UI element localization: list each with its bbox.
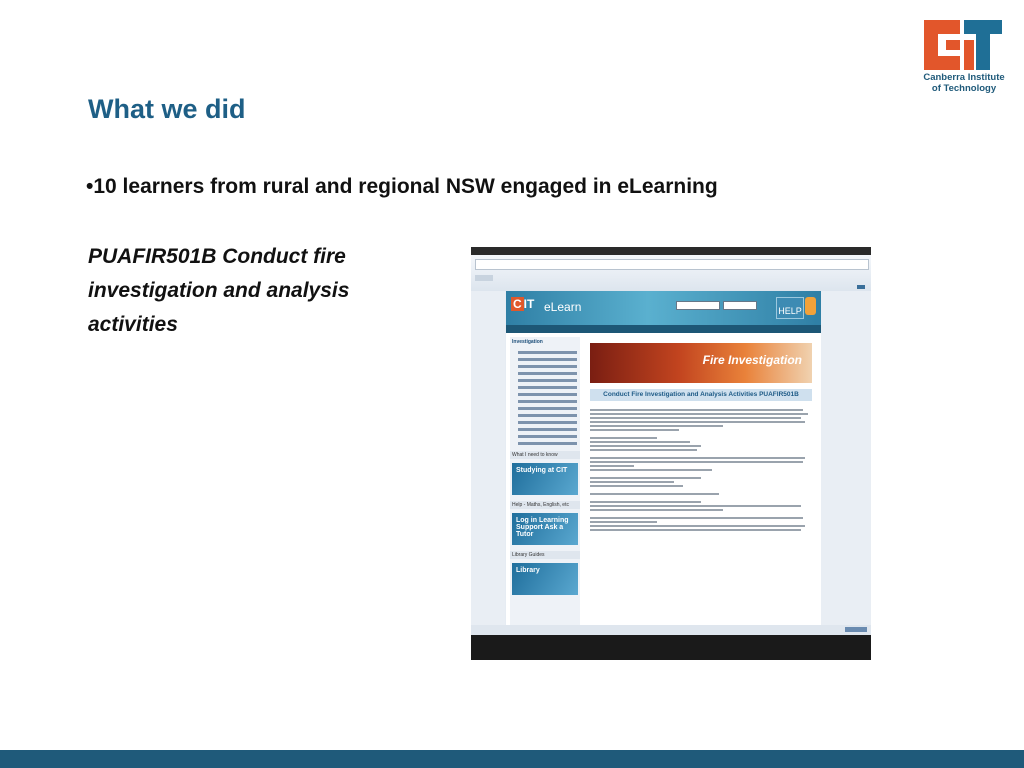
site-content (586, 337, 818, 625)
fire-investigation-banner (590, 343, 812, 383)
cit-logo-mark (924, 20, 1002, 70)
cit-logo (922, 20, 1006, 96)
site-sidebar (510, 337, 580, 625)
browser-chrome (471, 255, 871, 292)
studying-at-cit-block: Studying at CIT (512, 463, 578, 495)
side-section-heading: Library Guides (510, 551, 580, 559)
body-text-block (590, 407, 812, 533)
site-search (723, 301, 757, 310)
logo-line-2: of Technology (931, 83, 997, 94)
breadcrumb (506, 325, 821, 333)
footer-bar (0, 750, 1024, 768)
help-icon (805, 297, 816, 315)
toolbar (475, 275, 493, 281)
status-bar (471, 625, 871, 635)
course-heading: Conduct Fire Investigation and Analysis Activities PUAFIR501B (590, 389, 812, 401)
nav-item (518, 400, 577, 403)
nav-item (518, 351, 577, 354)
bullet-text: 10 learners from rural and regional NSW engaged in eLearning (93, 175, 718, 198)
address-bar (475, 259, 869, 270)
site-name: eLearn (544, 300, 582, 314)
elearn-site (506, 291, 821, 625)
browser-page (471, 291, 871, 625)
nav-item (518, 442, 577, 445)
page-gutter-left (471, 291, 505, 625)
nav-item (518, 435, 577, 438)
nav-item (518, 358, 577, 361)
elearn-screenshot (471, 247, 871, 660)
site-header (506, 291, 821, 325)
nav-item (518, 379, 577, 382)
nav-item (518, 414, 577, 417)
nav-item (518, 421, 577, 424)
ask-a-tutor-block: Log in Learning Support Ask a Tutor (512, 513, 578, 545)
bullet-symbol: • (86, 175, 94, 198)
site-select (676, 301, 720, 310)
bullet-point (86, 175, 718, 199)
nav-item (518, 393, 577, 396)
nav-item (518, 386, 577, 389)
nav-item (518, 407, 577, 410)
side-section-heading: Help - Maths, English, etc (510, 501, 580, 509)
nav-item (518, 428, 577, 431)
page-gutter-right (821, 291, 871, 625)
sidebar-heading: Investigation (512, 339, 543, 345)
banner-title: Fire Investigation (702, 353, 802, 367)
slide-title: What we did (88, 94, 246, 124)
zoom-indicator (845, 627, 867, 632)
side-section-heading: What I need to know (510, 451, 580, 459)
tools-icon (857, 285, 865, 289)
help-button: HELP (776, 297, 804, 319)
site-logo: C IT (513, 297, 535, 311)
nav-item (518, 372, 577, 375)
library-block: Library (512, 563, 578, 595)
course-subtitle: PUAFIR501B Conduct fire investigation and analysis activities (88, 245, 350, 336)
nav-item (518, 365, 577, 368)
window-top-strip (471, 247, 871, 255)
logo-line-1: Canberra Institute (923, 72, 1005, 83)
